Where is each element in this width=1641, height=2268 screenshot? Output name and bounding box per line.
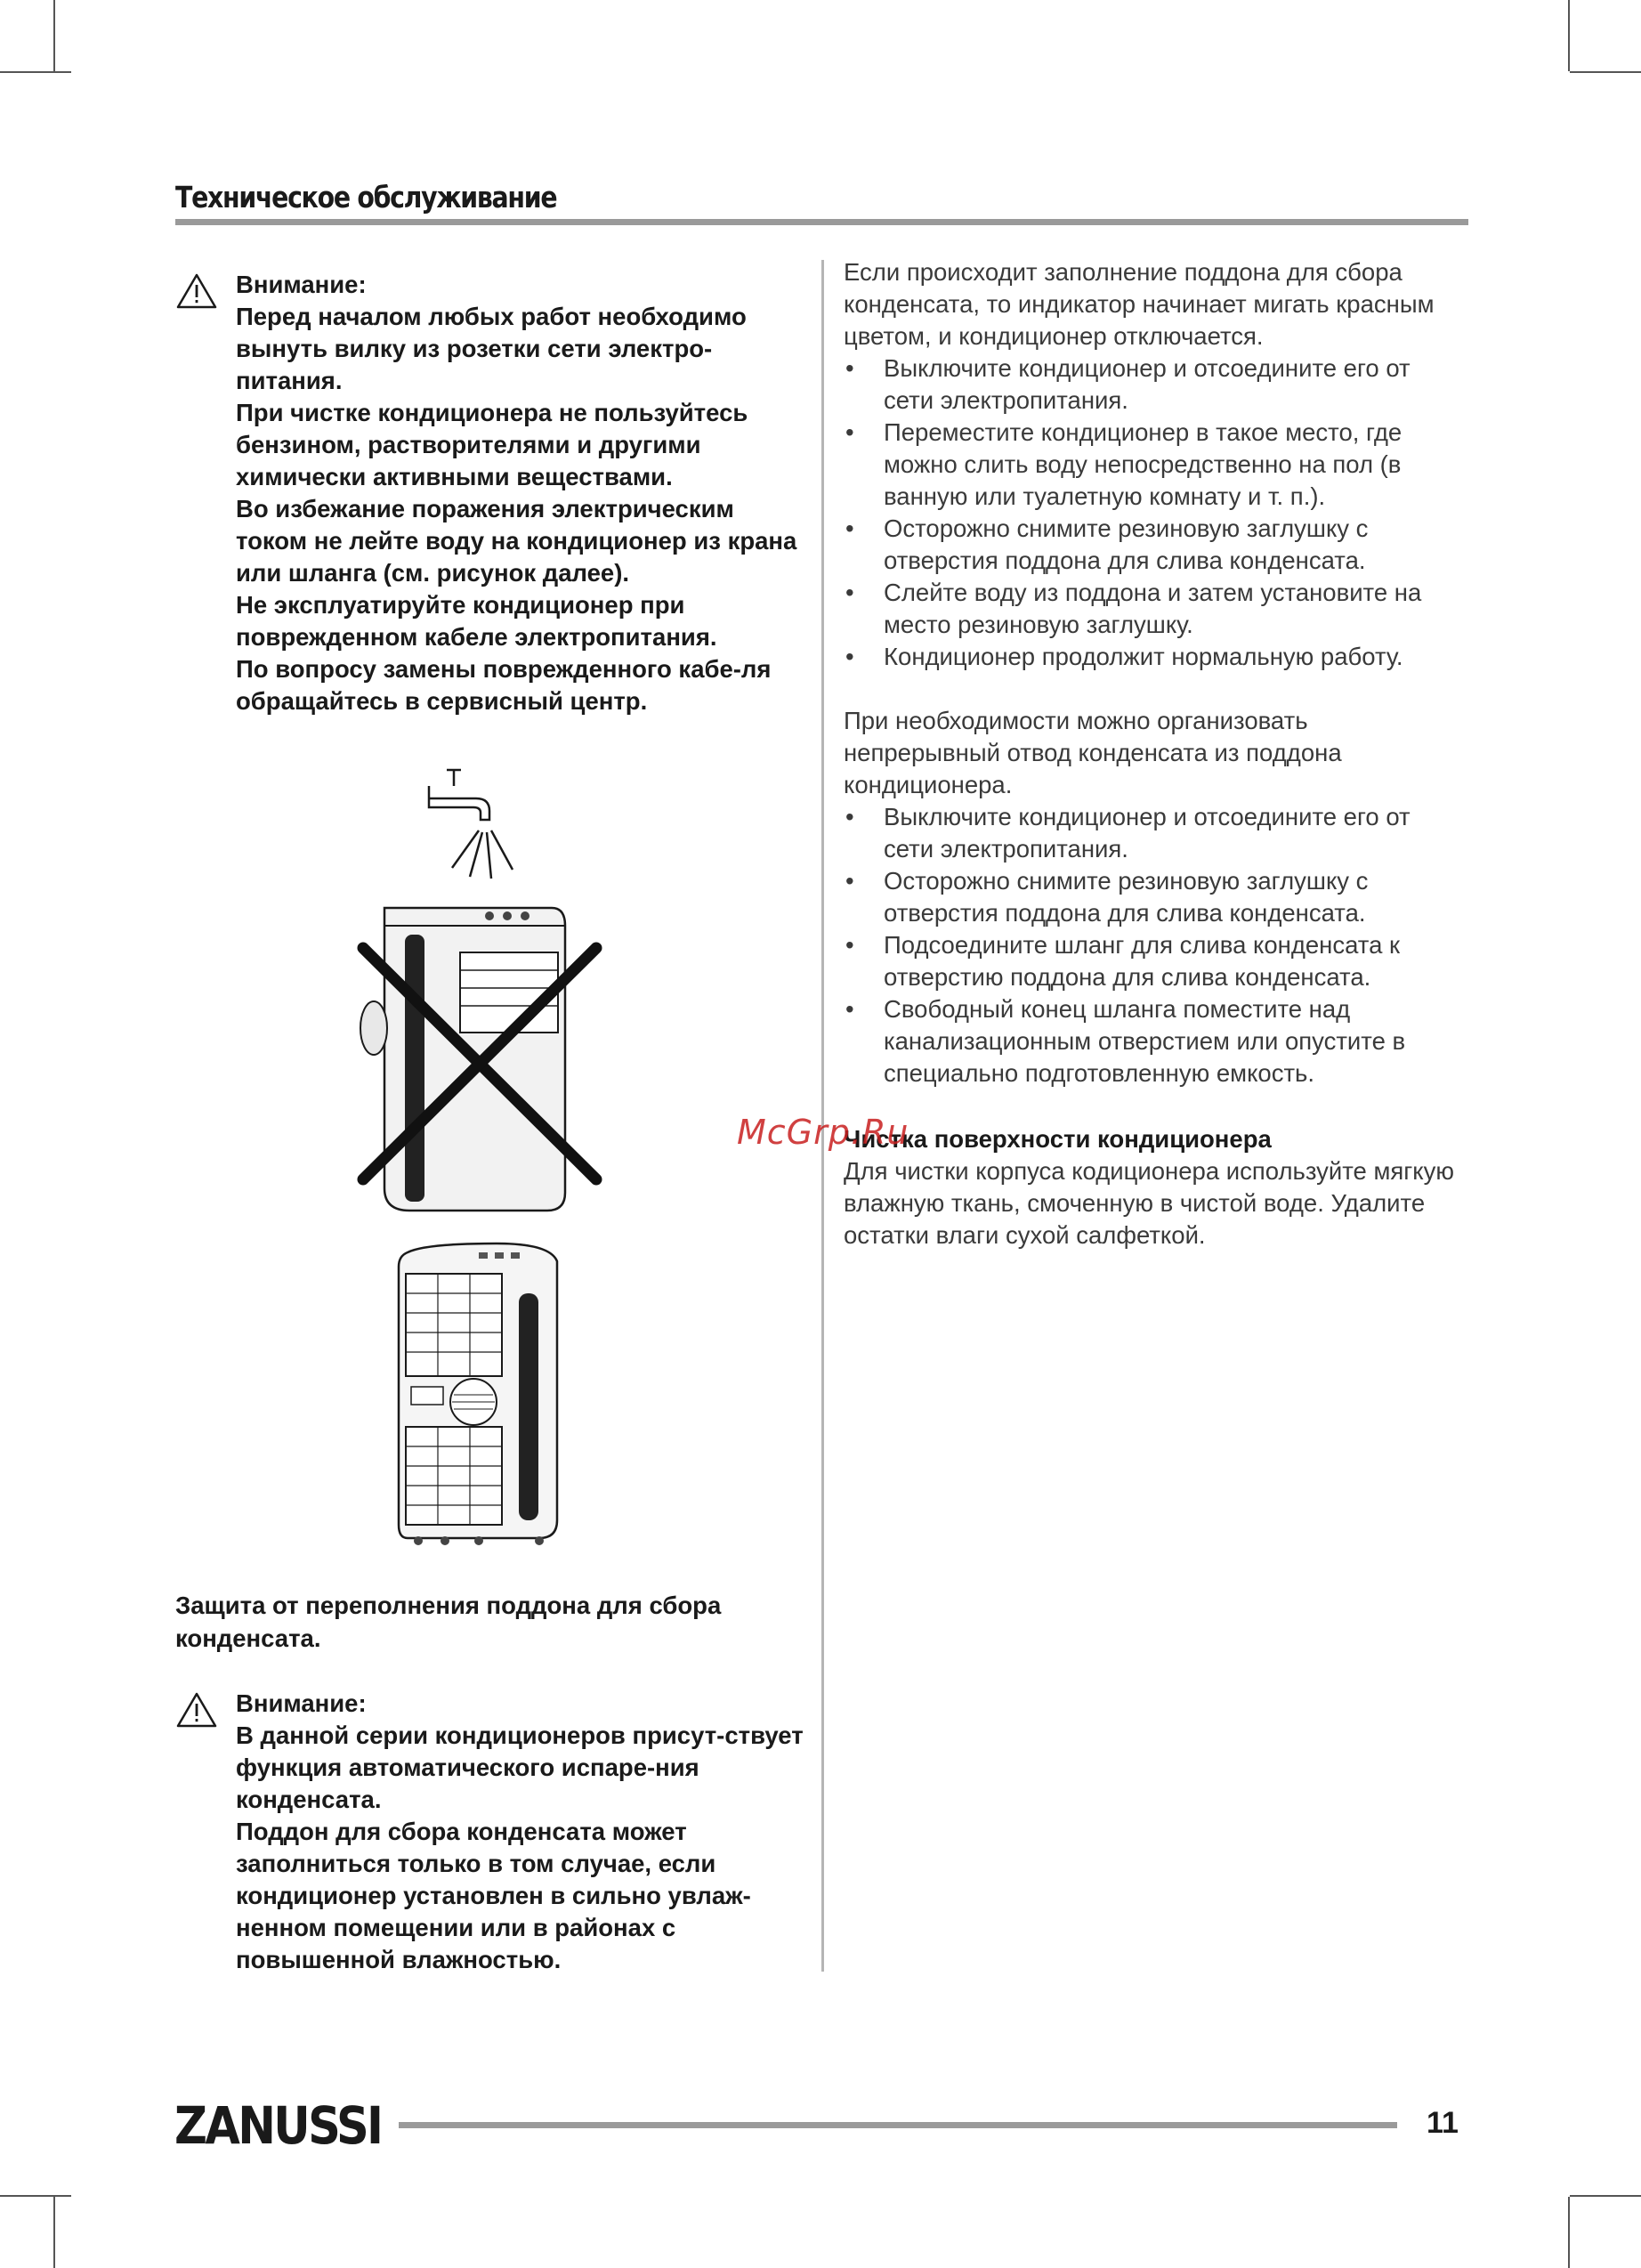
- list-item: • Осторожно снимите резиновую заглушку с отверстия поддона для слива конденсата.: [844, 513, 1467, 577]
- list-item: • Подсоедините шланг для слива конденсата к отверстию поддона для слива конденсата.: [844, 929, 1467, 993]
- crop-mark: [0, 71, 71, 73]
- warning-text: Перед началом любых работ необходимо вынуть вилку из розетки сети электро-питания.: [236, 303, 747, 394]
- page-number: 11: [1427, 2106, 1459, 2140]
- watermark: McGrp.Ru: [737, 1113, 909, 1152]
- continuous-drain-steps-list: [844, 801, 1467, 1089]
- air-conditioner-icon: [360, 908, 565, 1211]
- warning-heading: Внимание:: [236, 271, 367, 298]
- brand-logo: ZANUSSI: [174, 2095, 382, 2156]
- intro-paragraph: При необходимости можно организовать непрерывный отвод конденсата из поддона кондиционера.: [844, 707, 1342, 798]
- continuous-drain-instructions: [844, 705, 1467, 1089]
- warning-block-2: [175, 1688, 807, 1976]
- title-rule: [175, 219, 1468, 225]
- warning-text: По вопросу замены поврежденного кабе-ля обращайтесь в сервисный центр.: [236, 655, 772, 715]
- list-item: • Осторожно снимите резиновую заглушку с отверстия поддона для слива конденсата.: [844, 865, 1467, 929]
- list-item: • Слейте воду из поддона и затем установите на место резиновую заглушку.: [844, 577, 1467, 641]
- list-item: • Кондиционер продолжит нормальную работу.: [844, 641, 1467, 673]
- list-item: • Переместите кондиционер в такое место, где можно слить воду непосредственно на пол (в ванную или туалетную комнату и т. п.).: [844, 417, 1467, 513]
- crop-mark: [1570, 71, 1641, 73]
- list-item: • Выключите кондиционер и отсоедините его от сети электропитания.: [844, 352, 1467, 417]
- warning-heading: Внимание:: [236, 1689, 367, 1717]
- footer-rule: [399, 2122, 1397, 2128]
- warning-text: В данной серии кондиционеров присут-ствует функция автоматического испаре-ния конденсата.: [236, 1721, 804, 1813]
- crop-mark: [1568, 2197, 1570, 2268]
- drain-instructions: [844, 256, 1467, 673]
- section-title: Техническое обслуживание: [175, 180, 557, 215]
- crop-mark: [1568, 0, 1570, 71]
- list-item: • Выключите кондиционер и отсоедините его от сети электропитания.: [844, 801, 1467, 865]
- warning-text: Во избежание поражения электрическим током не лейте воду на кондиционер из крана или шланга (см. рисунок далее).: [236, 495, 797, 587]
- no-water-spray-illustration: [347, 761, 614, 1224]
- crop-mark: [1570, 2195, 1641, 2197]
- cleaning-text: Для чистки корпуса кодиционера используйте мягкую влажную ткань, смоченную в чистой воде. Удалите остатки влаги сухой салфеткой.: [844, 1157, 1455, 1249]
- surface-cleaning-section: [844, 1123, 1467, 1251]
- drain-steps-list: [844, 352, 1467, 673]
- crop-mark: [53, 2197, 55, 2268]
- warning-triangle-icon: [175, 272, 218, 310]
- air-conditioner-rear-illustration: [390, 1240, 572, 1547]
- crop-mark: [53, 0, 55, 71]
- overflow-protection-heading: Защита от переполнения поддона для сбора конденсата.: [175, 1592, 722, 1652]
- warning-triangle-icon: [175, 1691, 218, 1729]
- list-item: • Свободный конец шланга поместите над канализационным отверстием или опустите в специально подготовленную емкость.: [844, 993, 1467, 1089]
- warning-text: При чистке кондиционера не пользуйтесь бензином, растворителями и другими химически активными веществами.: [236, 399, 748, 490]
- water-tap-icon: [429, 770, 513, 879]
- warning-text: Поддон для сбора конденсата может заполниться только в том случае, если кондиционер установлен в сильно увлаж-ненном помещении или в районах с повышенной влажностью.: [236, 1818, 751, 1973]
- crop-mark: [0, 2195, 71, 2197]
- intro-paragraph: Если происходит заполнение поддона для сбора конденсата, то индикатор начинает мигать красным цветом, и кондиционер отключается.: [844, 258, 1435, 350]
- cleaning-heading: Чистка поверхности кондиционера: [844, 1125, 1272, 1153]
- warning-block-1: [175, 269, 807, 717]
- warning-text: Не эксплуатируйте кондиционер при поврежденном кабеле электропитания.: [236, 591, 717, 651]
